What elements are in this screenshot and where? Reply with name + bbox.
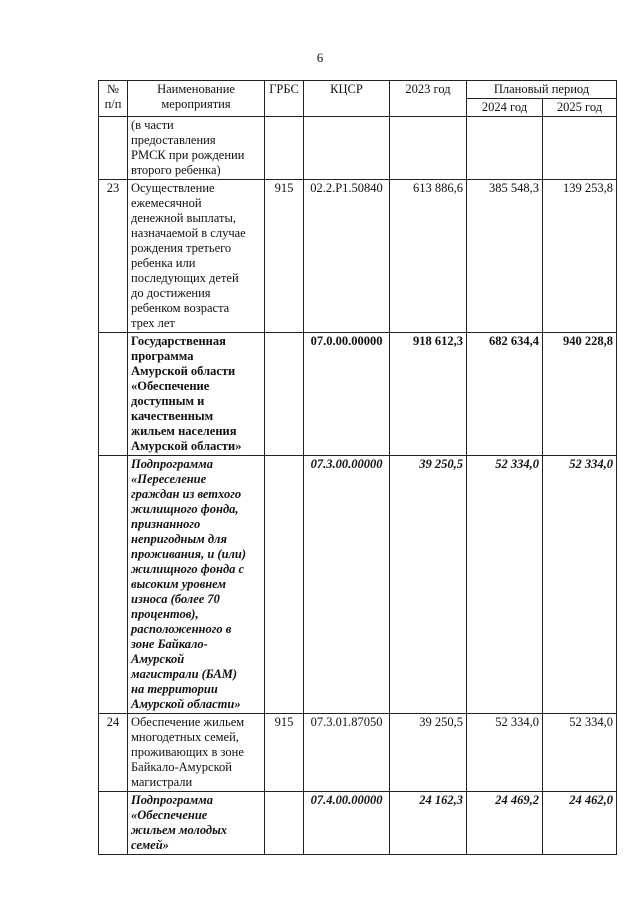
row-num bbox=[99, 117, 128, 180]
header-2025: 2025 год bbox=[543, 99, 617, 117]
row-2024: 682 634,4 bbox=[467, 333, 543, 456]
row-2025: 52 334,0 bbox=[543, 456, 617, 714]
header-2023: 2023 год bbox=[390, 81, 467, 117]
table-row bbox=[99, 180, 617, 333]
row-num bbox=[99, 792, 128, 855]
row-2023: 39 250,5 bbox=[390, 714, 467, 792]
row-2023: 39 250,5 bbox=[390, 456, 467, 714]
row-grbs: 915 bbox=[265, 180, 304, 333]
table-row bbox=[99, 714, 617, 792]
row-2024: 52 334,0 bbox=[467, 456, 543, 714]
row-2023 bbox=[390, 117, 467, 180]
row-num: 23 bbox=[99, 180, 128, 333]
row-2023: 613 886,6 bbox=[390, 180, 467, 333]
row-name: Обеспечение жильем многодетных семей, проживающих в зоне Байкало-Амурской магистрали bbox=[128, 714, 265, 792]
row-2025: 940 228,8 bbox=[543, 333, 617, 456]
row-grbs: 915 bbox=[265, 714, 304, 792]
row-2025 bbox=[543, 117, 617, 180]
header-grbs: ГРБС bbox=[265, 81, 304, 117]
row-2024: 52 334,0 bbox=[467, 714, 543, 792]
row-name: Подпрограмма «Переселение граждан из ветхого жилищного фонда, признанного непригодным для проживания, и (или) жилищного фонда с высоким уровнем износа (более 70 процентов), расположенного в зоне Байкало- Амурской магистрали (БАМ) на территории Амурской области» bbox=[128, 456, 265, 714]
table-row bbox=[99, 333, 617, 456]
header-kcsr: КЦСР bbox=[304, 81, 390, 117]
row-grbs bbox=[265, 117, 304, 180]
row-name: Государственная программа Амурской области «Обеспечение доступным и качественным жильем населения Амурской области» bbox=[128, 333, 265, 456]
row-num bbox=[99, 456, 128, 714]
row-name: Подпрограмма «Обеспечение жильем молодых семей» bbox=[128, 792, 265, 855]
row-kcsr: 07.0.00.00000 bbox=[304, 333, 390, 456]
budget-table bbox=[98, 80, 617, 855]
header-row-1 bbox=[99, 81, 617, 99]
row-kcsr: 02.2.Р1.50840 bbox=[304, 180, 390, 333]
header-num: № п/п bbox=[99, 81, 128, 117]
row-2024: 385 548,3 bbox=[467, 180, 543, 333]
header-2024: 2024 год bbox=[467, 99, 543, 117]
table-row bbox=[99, 792, 617, 855]
row-2023: 24 162,3 bbox=[390, 792, 467, 855]
table-row bbox=[99, 117, 617, 180]
row-2024 bbox=[467, 117, 543, 180]
row-2023: 918 612,3 bbox=[390, 333, 467, 456]
row-kcsr bbox=[304, 117, 390, 180]
header-name: Наименование мероприятия bbox=[128, 81, 265, 117]
page-number: 6 bbox=[316, 50, 324, 65]
row-grbs bbox=[265, 792, 304, 855]
table-row bbox=[99, 456, 617, 714]
row-2025: 52 334,0 bbox=[543, 714, 617, 792]
row-num bbox=[99, 333, 128, 456]
header-planned-period: Плановый период bbox=[467, 81, 617, 99]
row-kcsr: 07.4.00.00000 bbox=[304, 792, 390, 855]
row-grbs bbox=[265, 456, 304, 714]
row-2025: 24 462,0 bbox=[543, 792, 617, 855]
row-2025: 139 253,8 bbox=[543, 180, 617, 333]
row-name: Осуществление ежемесячной денежной выплаты, назначаемой в случае рождения третьего ребенка или последующих детей до достижения ребенком возраста трех лет bbox=[128, 180, 265, 333]
row-kcsr: 07.3.01.87050 bbox=[304, 714, 390, 792]
row-kcsr: 07.3.00.00000 bbox=[304, 456, 390, 714]
row-grbs bbox=[265, 333, 304, 456]
row-name: (в части предоставления РМСК при рождении второго ребенка) bbox=[128, 117, 265, 180]
row-num: 24 bbox=[99, 714, 128, 792]
row-2024: 24 469,2 bbox=[467, 792, 543, 855]
